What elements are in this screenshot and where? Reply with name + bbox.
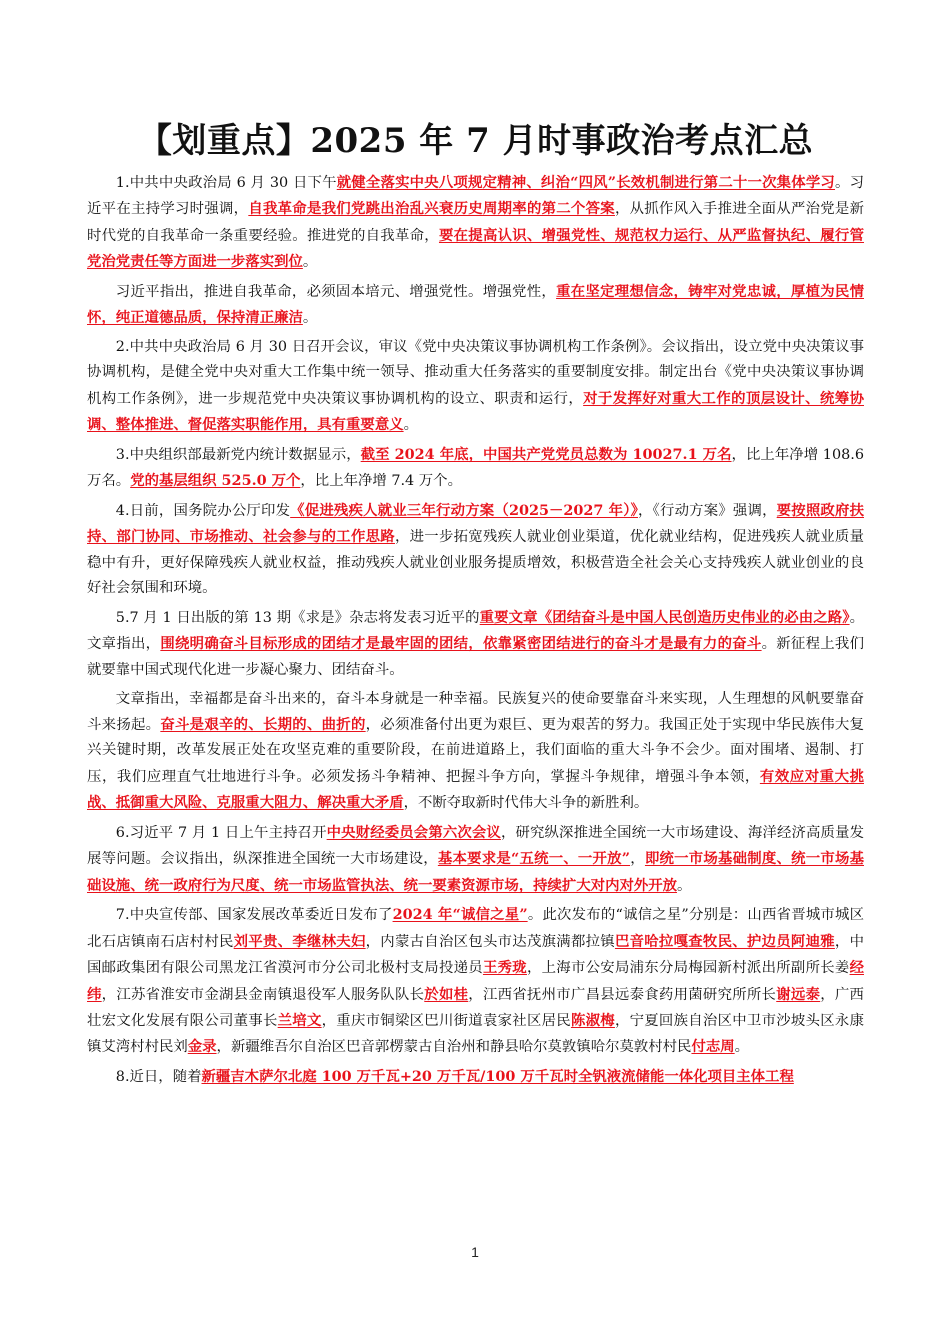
paragraph — [87, 498, 864, 602]
highlight-text: 就健全落实中央八项规定精神、纠治“四风”长效机制进行第二十一次集体学习 — [336, 174, 836, 191]
highlight-text: 要在提高认识、增强党性、规范权力运行、从严监督执纪、履行管党治党责任等方面进一步落实到位 — [87, 226, 864, 271]
paragraph — [87, 279, 864, 332]
highlight-text: 对于发挥好对重大工作的顶层设计、统筹协调、整体推进、督促落实职能作用，具有重要意义 — [87, 389, 864, 434]
document-title: 【划重点】2025 年 7 月时事政治考点汇总 — [137, 121, 814, 161]
paragraph — [87, 170, 864, 276]
highlight-text: 付志周 — [691, 1038, 735, 1056]
body-text: ，江西省抚州市广昌县远泰食药用菌研究所所长 — [468, 986, 777, 1003]
body-text: ， — [630, 851, 645, 868]
body-text: 。文章指出， — [87, 609, 864, 653]
highlight-text: 中央财经委员会第六次会议 — [326, 823, 501, 841]
body-text: ，研究纵深推进全国统一大市场建设、海洋经济高质量发展等问题。会议指出，纵深推进全国统一大市场建设， — [87, 824, 864, 868]
body-text: ，从抓作风入手推进全面从严治党是新时代党的自我革命一条重要经验。推进党的自我革命， — [87, 201, 864, 244]
highlight-text: 要按照政府扶持、部门协同、市场推动、社会参与的工作思路 — [87, 502, 864, 546]
highlight-text: 於如桂 — [424, 985, 469, 1003]
body-text: 。习近平在主持学习时强调， — [87, 175, 864, 218]
paragraph — [87, 442, 864, 495]
body-text: 8.近日，随着 — [115, 1069, 202, 1086]
body-text: 7.中央宣传部、国家发展改革委近日发布了 — [115, 907, 393, 924]
highlight-text: 刘平贵、李继林夫妇 — [233, 932, 366, 950]
body-text: 。 — [677, 877, 692, 894]
highlight-text: 围绕明确奋斗目标形成的团结才是最牢固的团结，依靠紧密团结进行的奋斗才是最有力的奋斗 — [160, 635, 762, 653]
body-text: 。此次发布的“诚信之星”分别是：山西省晋城市城区北石店镇南石店村村民 — [87, 907, 865, 950]
body-text: ，比上年净增 108.6 万名。 — [87, 446, 864, 490]
body-text: ，上海市公安局浦东分局梅园新村派出所副所长姜 — [526, 960, 850, 977]
body-text: 2.中共中央政治局 6 月 30 日召开会议，审议《党中央决策议事协调机构工作条例》。会议指出，设立党中央决策议事协调机构，是健全党中央对重大工作集中统一领导、推动重大任务落实的重要制度安排。制定出台《党中央决策议事协调机构工作条例》，进一步规范党中央决策议事协调机构的设立、职责和运行， — [87, 339, 864, 407]
highlight-text: 王秀珑 — [482, 959, 527, 977]
paragraph — [87, 687, 864, 817]
highlight-text: 党的基层组织 525.0 万个 — [130, 472, 301, 490]
highlight-text: 陈淑梅 — [570, 1011, 615, 1029]
highlight-text: 2024 年“诚信之星” — [392, 906, 528, 924]
highlight-text: 基本要求是“五统一、一开放” — [437, 850, 631, 868]
highlight-text: 经纬 — [87, 959, 864, 1003]
body-text: ，江苏省淮安市金湖县金南镇退役军人服务队队长 — [101, 986, 425, 1003]
body-text: 3.中央组织部最新党内统计数据显示， — [115, 446, 361, 463]
body-text: 习近平指出，推进自我革命，必须固本培元、增强党性。增强党性， — [115, 283, 557, 300]
body-text: 。新征程上我们就要靠中国式现代化进一步凝心聚力、团结奋斗。 — [87, 636, 864, 678]
highlight-text: 金录 — [187, 1038, 217, 1056]
body-text: ，中国邮政集团有限公司黑龙江省漠河市分公司北极村支局投递员 — [87, 933, 864, 977]
highlight-text: 自我革命是我们党跳出治乱兴衰历史周期率的第二个答案 — [248, 200, 615, 218]
body-text: 文章指出，幸福都是奋斗出来的，奋斗本身就是一种幸福。民族复兴的使命要靠奋斗来实现，人生理想的风帆要靠奋斗来扬起。 — [87, 690, 864, 733]
body-text: 。 — [734, 1039, 750, 1056]
body-text: ，宁夏回族自治区中卫市沙坡头区永康镇艾湾村村民刘 — [87, 1012, 864, 1056]
body-text: ，重庆市铜梁区巴川街道袁家社区居民 — [321, 1012, 571, 1029]
body-text: ，比上年净增 7.4 万个。 — [300, 473, 462, 490]
body-text: ，进一步拓宽残疾人就业创业渠道，优化就业结构，促进残疾人就业质量稳中有升，更好保障残疾人就业权益，推动残疾人就业创业服务提质增效，积极营造全社会关心支持残疾人就业创业的良好社会氛围和环境。 — [87, 529, 864, 597]
paragraph — [87, 902, 864, 1060]
highlight-text: 有效应对重大挑战、抵御重大风险、克服重大阻力、解决重大矛盾 — [87, 767, 864, 812]
highlight-text: 谢远泰 — [776, 985, 821, 1003]
highlight-text: 奋斗是艰辛的、长期的、曲折的 — [160, 715, 366, 733]
body-text: 。 — [403, 417, 419, 434]
paragraph — [87, 1064, 864, 1090]
highlight-text: 重要文章《团结奋斗是中国人民创造历史伟业的必由之路》 — [479, 608, 850, 626]
paragraph — [87, 820, 864, 899]
paragraph — [87, 335, 864, 439]
highlight-text: 《促进残疾人就业三年行动方案（2025－2027 年）》 — [290, 502, 639, 520]
body-text: 5.7 月 1 日出版的第 13 期《求是》杂志将发表习近平的 — [115, 609, 480, 626]
page-number: 1 — [471, 1244, 479, 1260]
body-text: ，不断夺取新时代伟大斗争的新胜利。 — [403, 795, 649, 812]
highlight-text: 新疆吉木萨尔北庭 100 万千瓦+20 万千瓦/100 万千瓦时全钒液流储能一体化项目主体工程 — [201, 1068, 794, 1086]
body-text: 4.日前，国务院办公厅印发 — [115, 503, 291, 520]
highlight-text: 截至 2024 年底，中国共产党党员总数为 10027.1 万名 — [360, 445, 732, 463]
body-text: ，必须准备付出更为艰巨、更为艰苦的努力。我国正处于实现中华民族伟大复兴关键时期，改革发展正处在攻坚克难的重要阶段，在前进道路上，我们面临的重大斗争不会少。面对围堵、遏制、打压，我们应理直气壮地进行斗争。必须发扬斗争精神、把握斗争方向，掌握斗争规律，增强斗争本领， — [87, 716, 864, 785]
document-body — [87, 170, 864, 1090]
highlight-text: 兰培文 — [277, 1011, 322, 1029]
body-text: ，《行动方案》强调， — [638, 503, 777, 520]
body-text: 。 — [302, 254, 318, 271]
paragraph — [87, 605, 864, 683]
body-text: ，内蒙古自治区包头市达茂旗满都拉镇 — [365, 933, 615, 950]
body-text: ，新疆维吾尔自治区巴音郭楞蒙古自治州和静县哈尔莫敦镇哈尔莫敦村村民 — [216, 1039, 692, 1056]
highlight-text: 巴音哈拉嘎查牧民、护边员阿迪雅 — [614, 932, 835, 950]
highlight-text: 即统一市场基础制度、统一市场基础设施、统一政府行为尺度、统一市场监管执法、统一要素资源市场，持续扩大对内对外开放 — [87, 850, 864, 894]
body-text: 6.习近平 7 月 1 日上午主持召开 — [115, 824, 327, 841]
body-text: 。 — [302, 310, 318, 327]
highlight-text: 重在坚定理想信念，铸牢对党忠诚，厚植为民情怀，纯正道德品质，保持清正廉洁 — [87, 282, 864, 327]
body-text: 1.中共中央政治局 6 月 30 日下午 — [115, 175, 337, 191]
body-text: ，广西壮宏文化发展有限公司董事长 — [87, 986, 864, 1029]
